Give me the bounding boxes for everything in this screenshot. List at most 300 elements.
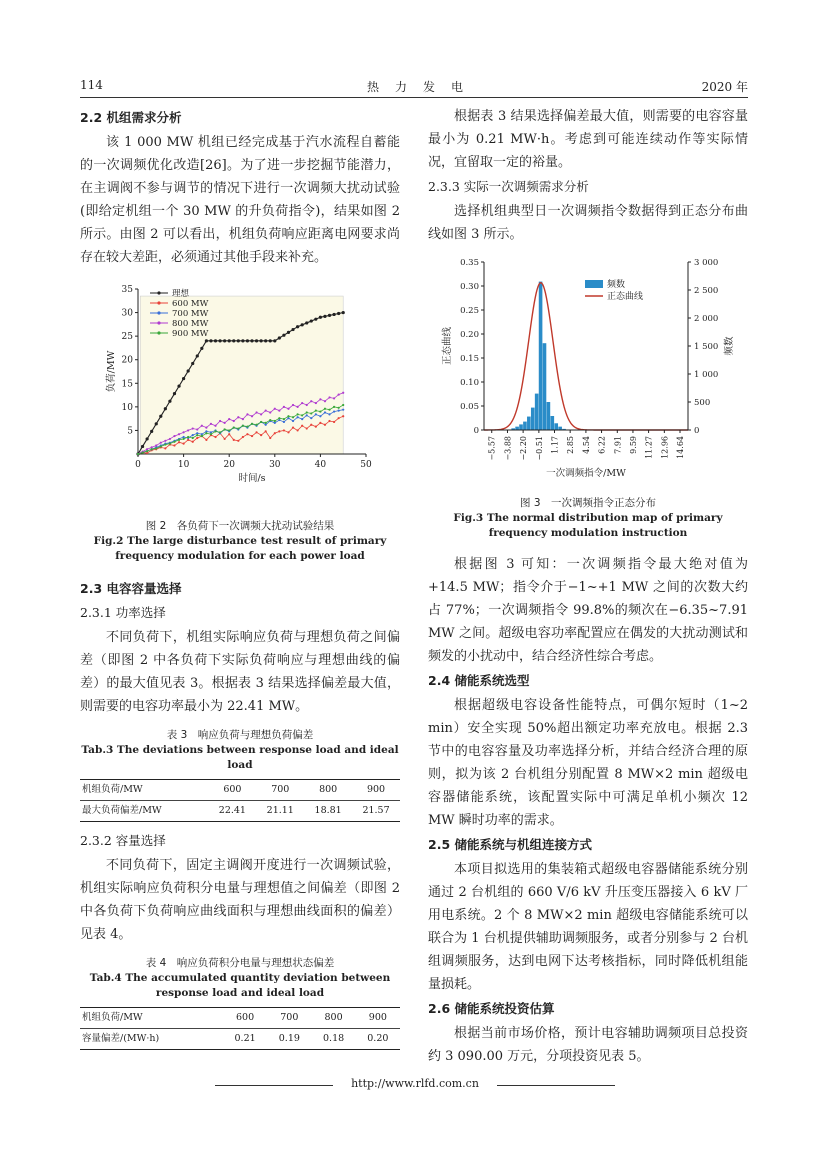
histogram-bar bbox=[539, 282, 543, 430]
data-point bbox=[233, 427, 235, 429]
data-point bbox=[306, 404, 308, 406]
data-point bbox=[287, 408, 289, 410]
section-2-4-title: 2.4 储能系统选型 bbox=[428, 673, 530, 688]
data-point bbox=[150, 430, 153, 433]
section-2-3-2-paragraph: 不同负荷下，固定主调阀开度进行一次调频试验，机组实际响应负荷积分电量与理想值之间偏差（即图 2 中各负荷下负荷响应曲线面积与理想曲线面积的偏差）见表 4。 bbox=[80, 858, 400, 942]
data-point bbox=[218, 339, 221, 342]
data-point bbox=[224, 422, 226, 424]
legend-label: 正态曲线 bbox=[607, 292, 644, 302]
data-point bbox=[297, 429, 299, 431]
x-tick-label: 2.85 bbox=[566, 436, 576, 454]
data-point bbox=[177, 385, 180, 388]
data-point bbox=[246, 433, 248, 435]
data-point bbox=[287, 417, 289, 419]
data-point bbox=[151, 446, 153, 448]
data-point bbox=[282, 334, 285, 337]
data-point bbox=[196, 432, 198, 434]
data-point bbox=[201, 425, 203, 427]
data-point bbox=[310, 400, 312, 402]
x-axis-label: 一次调频指令/MW bbox=[546, 468, 626, 479]
data-point bbox=[283, 421, 285, 423]
y2-tick-label: 1 000 bbox=[694, 370, 719, 380]
x-tick-label: 0 bbox=[135, 460, 141, 470]
x-tick-label: 50 bbox=[360, 460, 372, 470]
data-point bbox=[246, 339, 249, 342]
data-point bbox=[196, 428, 198, 430]
table-cell: 最大负荷偏差/MW bbox=[80, 801, 208, 822]
table-3-caption bbox=[80, 728, 400, 773]
data-point bbox=[251, 415, 253, 417]
section-2-3-1-paragraph: 不同负荷下，机组实际响应负荷与理想负荷之间偏差（即图 2 中各负荷下实际负荷响应与理想曲线的偏差）的最大值见表 3。根据表 3 结果选择偏差最大值，则需要的电容功率最小为 22.41 MW。 bbox=[80, 630, 400, 714]
y2-axis-label: 频数 bbox=[724, 336, 735, 356]
page-number: 114 bbox=[80, 78, 103, 92]
data-point bbox=[255, 431, 257, 433]
data-point bbox=[333, 406, 335, 408]
normal-curve bbox=[484, 283, 688, 430]
figure-3-chart bbox=[428, 250, 748, 490]
right-paragraph-1: 根据表 3 结果选择偏差最大值，则需要的电容容量最小为 0.21 MW·h。考虑到可能连续动作等实际情况，宜留取一定的裕量。 bbox=[428, 109, 748, 170]
table-3 bbox=[80, 779, 400, 822]
data-point bbox=[278, 336, 281, 339]
data-point bbox=[278, 410, 280, 412]
section-2-3-3-title: 2.3.3 实际一次调频需求分析 bbox=[428, 179, 589, 194]
data-point bbox=[292, 427, 294, 429]
data-point bbox=[160, 445, 162, 447]
data-point bbox=[146, 450, 148, 452]
data-point bbox=[187, 439, 189, 441]
x-tick-label: −3.88 bbox=[503, 436, 513, 461]
journal-name: 热 力 发 电 bbox=[367, 80, 466, 94]
data-point bbox=[214, 339, 217, 342]
table-cell: 700 bbox=[256, 780, 304, 801]
legend-label: 800 MW bbox=[172, 319, 209, 329]
data-point bbox=[228, 418, 230, 420]
data-point bbox=[233, 439, 235, 441]
table-cell: 0.20 bbox=[356, 1029, 400, 1050]
data-point bbox=[315, 413, 317, 415]
data-point bbox=[146, 452, 148, 454]
data-point bbox=[324, 408, 326, 410]
data-point bbox=[192, 441, 194, 443]
data-point bbox=[241, 339, 244, 342]
section-2-3-title: 2.3 电容容量选择 bbox=[80, 581, 182, 596]
data-point bbox=[169, 438, 171, 440]
data-point bbox=[192, 437, 194, 439]
y-tick-label: 0.15 bbox=[460, 354, 479, 364]
data-point bbox=[292, 420, 294, 422]
data-point bbox=[205, 430, 207, 432]
year: 2020 年 bbox=[701, 80, 748, 94]
footer-rule-left bbox=[215, 1085, 333, 1086]
data-point bbox=[237, 427, 239, 429]
data-point bbox=[332, 313, 335, 316]
data-point bbox=[160, 442, 162, 444]
x-tick-label: 7.91 bbox=[613, 436, 623, 454]
histogram-bar bbox=[543, 343, 547, 430]
table-row bbox=[80, 780, 400, 801]
data-point bbox=[187, 436, 189, 438]
y2-tick-label: 1 500 bbox=[694, 342, 719, 352]
table-cell: 600 bbox=[223, 1008, 267, 1029]
data-point bbox=[306, 427, 308, 429]
data-point bbox=[159, 415, 162, 418]
data-point bbox=[283, 406, 285, 408]
data-point bbox=[233, 420, 235, 422]
data-point bbox=[228, 339, 231, 342]
data-point bbox=[278, 430, 280, 432]
data-point bbox=[297, 413, 299, 415]
data-point bbox=[192, 434, 194, 436]
data-point bbox=[232, 339, 235, 342]
figure-3-caption bbox=[428, 496, 748, 541]
data-point bbox=[183, 436, 185, 438]
data-point bbox=[260, 434, 262, 436]
histogram-bar bbox=[523, 422, 527, 430]
data-point bbox=[164, 407, 167, 410]
table-cell: 0.18 bbox=[311, 1029, 355, 1050]
data-point bbox=[155, 444, 157, 446]
section-2-2-title: 2.2 机组需求分析 bbox=[80, 110, 182, 125]
data-point bbox=[173, 392, 176, 395]
data-point bbox=[183, 443, 185, 445]
data-point bbox=[183, 431, 185, 433]
data-point bbox=[324, 411, 326, 413]
data-point bbox=[251, 423, 253, 425]
data-point bbox=[237, 416, 239, 418]
data-point bbox=[265, 424, 267, 426]
x-axis-label: 时间/s bbox=[238, 473, 266, 484]
x-tick-label: 1.17 bbox=[550, 436, 560, 454]
data-point bbox=[319, 422, 321, 424]
data-point bbox=[301, 414, 303, 416]
data-point bbox=[323, 315, 326, 318]
legend-marker bbox=[157, 321, 160, 324]
data-point bbox=[269, 411, 271, 413]
table-cell: 容量偏差/(MW·h) bbox=[80, 1029, 223, 1050]
data-point bbox=[310, 417, 312, 419]
data-point bbox=[265, 410, 267, 412]
y-tick-label: 5 bbox=[127, 426, 133, 437]
section-2-3-3-paragraph: 选择机组典型日一次调频指令数据得到正态分布曲线如图 3 所示。 bbox=[428, 204, 748, 242]
y2-tick-label: 2 000 bbox=[694, 314, 719, 324]
data-point bbox=[214, 425, 216, 427]
data-point bbox=[297, 416, 299, 418]
data-point bbox=[292, 416, 294, 418]
histogram-bar bbox=[554, 423, 558, 430]
data-point bbox=[219, 420, 221, 422]
data-point bbox=[237, 339, 240, 342]
histogram-bar bbox=[531, 408, 535, 430]
table-cell: 21.57 bbox=[352, 801, 400, 822]
histogram-bar bbox=[551, 416, 555, 430]
y-tick-label: 0.30 bbox=[460, 282, 479, 292]
table-cell: 21.11 bbox=[256, 801, 304, 822]
data-point bbox=[310, 424, 312, 426]
table-cell: 700 bbox=[267, 1008, 311, 1029]
data-point bbox=[141, 451, 143, 453]
data-point bbox=[314, 318, 317, 321]
data-point bbox=[164, 440, 166, 442]
data-point bbox=[146, 448, 148, 450]
x-tick-label: 40 bbox=[314, 460, 327, 470]
section-2-3-2-title: 2.3.2 容量选择 bbox=[80, 833, 166, 848]
table-cell: 800 bbox=[304, 780, 352, 801]
footer-rule-right bbox=[497, 1085, 615, 1086]
data-point bbox=[214, 430, 216, 432]
data-point bbox=[223, 339, 226, 342]
histogram-bar bbox=[515, 427, 519, 430]
x-tick-label: 9.59 bbox=[628, 436, 638, 454]
data-point bbox=[201, 435, 203, 437]
data-point bbox=[178, 441, 180, 443]
histogram-bar bbox=[519, 424, 523, 430]
page-header bbox=[80, 76, 748, 98]
data-point bbox=[342, 392, 344, 394]
table-cell: 0.21 bbox=[223, 1029, 267, 1050]
data-point bbox=[250, 339, 253, 342]
histogram-bar bbox=[547, 402, 551, 430]
legend-swatch bbox=[585, 280, 603, 288]
data-point bbox=[328, 409, 330, 411]
data-point bbox=[328, 413, 330, 415]
data-point bbox=[255, 339, 258, 342]
data-point bbox=[283, 418, 285, 420]
data-point bbox=[287, 331, 290, 334]
data-point bbox=[287, 431, 289, 433]
data-point bbox=[183, 438, 185, 440]
y-tick-label: 0.20 bbox=[460, 330, 479, 340]
data-point bbox=[205, 432, 207, 434]
table-4-caption bbox=[80, 956, 400, 1001]
y-tick-label: 0.25 bbox=[460, 306, 479, 316]
data-point bbox=[242, 418, 244, 420]
data-point bbox=[168, 400, 171, 403]
y-tick-label: 0.05 bbox=[460, 402, 479, 412]
data-point bbox=[192, 427, 194, 429]
right-paragraph-2: 根据图 3 可知：一次调频指令最大绝对值为 +14.5 MW；指令介于−1~+1 MW 之间的次数大约占 77%；一次调频指令 99.8%的频次在−6.35~7.91 MW 之间。超级电容功率配置应在偶发的大扰动测试和频发的小扰动中，结合经济性综合考虑。 bbox=[428, 557, 748, 664]
data-point bbox=[306, 411, 308, 413]
data-point bbox=[242, 425, 244, 427]
legend-marker bbox=[157, 291, 160, 294]
table-3-caption-cn: 表 3 响应负荷与理想负荷偏差 bbox=[166, 729, 314, 741]
data-point bbox=[291, 328, 294, 331]
table-cell: 600 bbox=[208, 780, 256, 801]
data-point bbox=[278, 417, 280, 419]
data-point bbox=[201, 433, 203, 435]
data-point bbox=[319, 316, 322, 319]
data-point bbox=[273, 339, 276, 342]
figure-2-caption bbox=[80, 519, 400, 564]
x-tick-label: 30 bbox=[269, 460, 281, 470]
legend-label: 频数 bbox=[607, 280, 626, 290]
figure-2-chart bbox=[80, 277, 400, 515]
section-2-6-paragraph: 根据当前市场价格，预计电容辅助调频项目总投资约 3 090.00 万元，分项投资见表 5。 bbox=[428, 1026, 748, 1064]
data-point bbox=[274, 432, 276, 434]
data-point bbox=[310, 319, 313, 322]
legend-inset-panel bbox=[140, 296, 343, 454]
data-point bbox=[338, 407, 340, 409]
data-point bbox=[274, 420, 276, 422]
table-cell: 18.81 bbox=[304, 801, 352, 822]
section-2-5-title: 2.5 储能系统与机组连接方式 bbox=[428, 837, 592, 852]
data-point bbox=[255, 424, 257, 426]
y2-tick-label: 500 bbox=[694, 398, 711, 408]
data-point bbox=[196, 354, 199, 357]
data-point bbox=[292, 404, 294, 406]
data-point bbox=[178, 433, 180, 435]
y-tick-label: 15 bbox=[121, 379, 133, 390]
data-point bbox=[260, 421, 262, 423]
legend-label: 理想 bbox=[172, 289, 190, 299]
table-4-caption-en: Tab.4 The accumulated quantity deviation between response load and ideal load bbox=[89, 972, 391, 999]
x-tick-label: 10 bbox=[177, 460, 190, 470]
data-point bbox=[301, 418, 303, 420]
y-tick-label: 20 bbox=[121, 355, 133, 366]
data-point bbox=[265, 430, 267, 432]
y2-tick-label: 3 000 bbox=[694, 258, 719, 268]
y2-tick-label: 0 bbox=[694, 426, 700, 436]
left-column bbox=[80, 105, 400, 1058]
table-4 bbox=[80, 1007, 400, 1050]
data-point bbox=[178, 439, 180, 441]
data-point bbox=[278, 419, 280, 421]
data-point bbox=[173, 444, 175, 446]
data-point bbox=[169, 443, 171, 445]
legend-marker bbox=[157, 311, 160, 314]
x-tick-label: 6.22 bbox=[597, 436, 607, 454]
histogram-bar bbox=[527, 417, 531, 430]
data-point bbox=[209, 339, 212, 342]
data-point bbox=[187, 369, 190, 372]
footer-url: http://www.rlfd.com.cn bbox=[351, 1077, 479, 1090]
x-tick-label: 4.54 bbox=[581, 436, 591, 454]
figure-3-caption-en: Fig.3 The normal distribution map of primary frequency modulation instruction bbox=[453, 512, 723, 539]
y-tick-label: 0.10 bbox=[460, 378, 479, 388]
y-tick-label: 0 bbox=[473, 426, 479, 436]
data-point bbox=[319, 415, 321, 417]
table-cell: 800 bbox=[311, 1008, 355, 1029]
data-point bbox=[338, 394, 340, 396]
data-point bbox=[328, 420, 330, 422]
x-tick-label: 20 bbox=[223, 460, 235, 470]
data-point bbox=[237, 440, 239, 442]
x-tick-label: 14.64 bbox=[675, 436, 685, 459]
histogram-bar bbox=[535, 394, 539, 430]
data-point bbox=[260, 413, 262, 415]
table-3-caption-en: Tab.3 The deviations between response load and ideal load bbox=[81, 744, 399, 771]
data-point bbox=[155, 422, 158, 425]
data-point bbox=[305, 321, 308, 324]
data-point bbox=[297, 406, 299, 408]
legend-marker bbox=[157, 331, 160, 334]
x-tick-label: −5.57 bbox=[487, 436, 497, 461]
data-point bbox=[324, 400, 326, 402]
data-point bbox=[264, 339, 267, 342]
data-point bbox=[196, 437, 198, 439]
data-point bbox=[324, 424, 326, 426]
data-point bbox=[224, 438, 226, 440]
data-point bbox=[333, 397, 335, 399]
data-point bbox=[310, 412, 312, 414]
y2-tick-label: 2 500 bbox=[694, 286, 719, 296]
table-row bbox=[80, 1008, 400, 1029]
data-point bbox=[315, 426, 317, 428]
figure-2-caption-cn: 图 2 各负荷下一次调频大扰动试验结果 bbox=[145, 520, 335, 532]
data-point bbox=[246, 426, 248, 428]
data-point bbox=[328, 314, 331, 317]
data-point bbox=[164, 447, 166, 449]
legend-marker bbox=[157, 301, 160, 304]
y-tick-label: 10 bbox=[121, 402, 133, 413]
data-point bbox=[306, 414, 308, 416]
data-point bbox=[146, 437, 149, 440]
data-point bbox=[173, 435, 175, 437]
data-point bbox=[191, 362, 194, 365]
data-point bbox=[242, 436, 244, 438]
data-point bbox=[337, 312, 340, 315]
data-point bbox=[200, 347, 203, 350]
data-point bbox=[296, 325, 299, 328]
data-point bbox=[196, 434, 198, 436]
data-point bbox=[210, 423, 212, 425]
x-tick-label: −2.20 bbox=[519, 436, 529, 461]
table-4-caption-cn: 表 4 响应负荷积分电量与理想状态偏差 bbox=[145, 957, 335, 969]
data-point bbox=[205, 439, 207, 441]
data-point bbox=[333, 421, 335, 423]
data-point bbox=[137, 453, 139, 455]
table-row bbox=[80, 1029, 400, 1050]
data-point bbox=[269, 419, 271, 421]
data-point bbox=[228, 433, 230, 435]
data-point bbox=[342, 311, 345, 314]
data-point bbox=[251, 435, 253, 437]
x-tick-label: 11.27 bbox=[644, 436, 654, 459]
data-point bbox=[228, 429, 230, 431]
data-point bbox=[283, 429, 285, 431]
y-tick-label: 35 bbox=[121, 285, 133, 295]
data-point bbox=[301, 323, 304, 326]
data-point bbox=[205, 339, 208, 342]
right-column bbox=[428, 105, 748, 1068]
figure-3-caption-cn: 图 3 一次调频指令正态分布 bbox=[519, 497, 657, 509]
data-point bbox=[151, 448, 153, 450]
legend-label: 600 MW bbox=[172, 299, 209, 309]
section-2-3-1-title: 2.3.1 功率选择 bbox=[80, 605, 166, 620]
data-point bbox=[333, 410, 335, 412]
y-axis-label: 正态曲线 bbox=[442, 326, 453, 366]
y-tick-label: 0.35 bbox=[460, 258, 479, 268]
data-point bbox=[338, 417, 340, 419]
data-point bbox=[224, 428, 226, 430]
table-cell: 900 bbox=[352, 780, 400, 801]
data-point bbox=[274, 422, 276, 424]
page-footer bbox=[215, 1077, 615, 1093]
data-point bbox=[155, 447, 157, 449]
data-point bbox=[210, 431, 212, 433]
data-point bbox=[219, 431, 221, 433]
data-point bbox=[205, 427, 207, 429]
data-point bbox=[187, 429, 189, 431]
data-point bbox=[214, 436, 216, 438]
data-point bbox=[274, 408, 276, 410]
table-row bbox=[80, 801, 400, 822]
table-cell: 22.41 bbox=[208, 801, 256, 822]
table-cell: 机组负荷/MW bbox=[80, 1008, 223, 1029]
y-tick-label: 30 bbox=[121, 308, 133, 319]
table-cell: 机组负荷/MW bbox=[80, 780, 208, 801]
data-point bbox=[141, 445, 144, 448]
y-tick-label: 25 bbox=[121, 332, 133, 343]
